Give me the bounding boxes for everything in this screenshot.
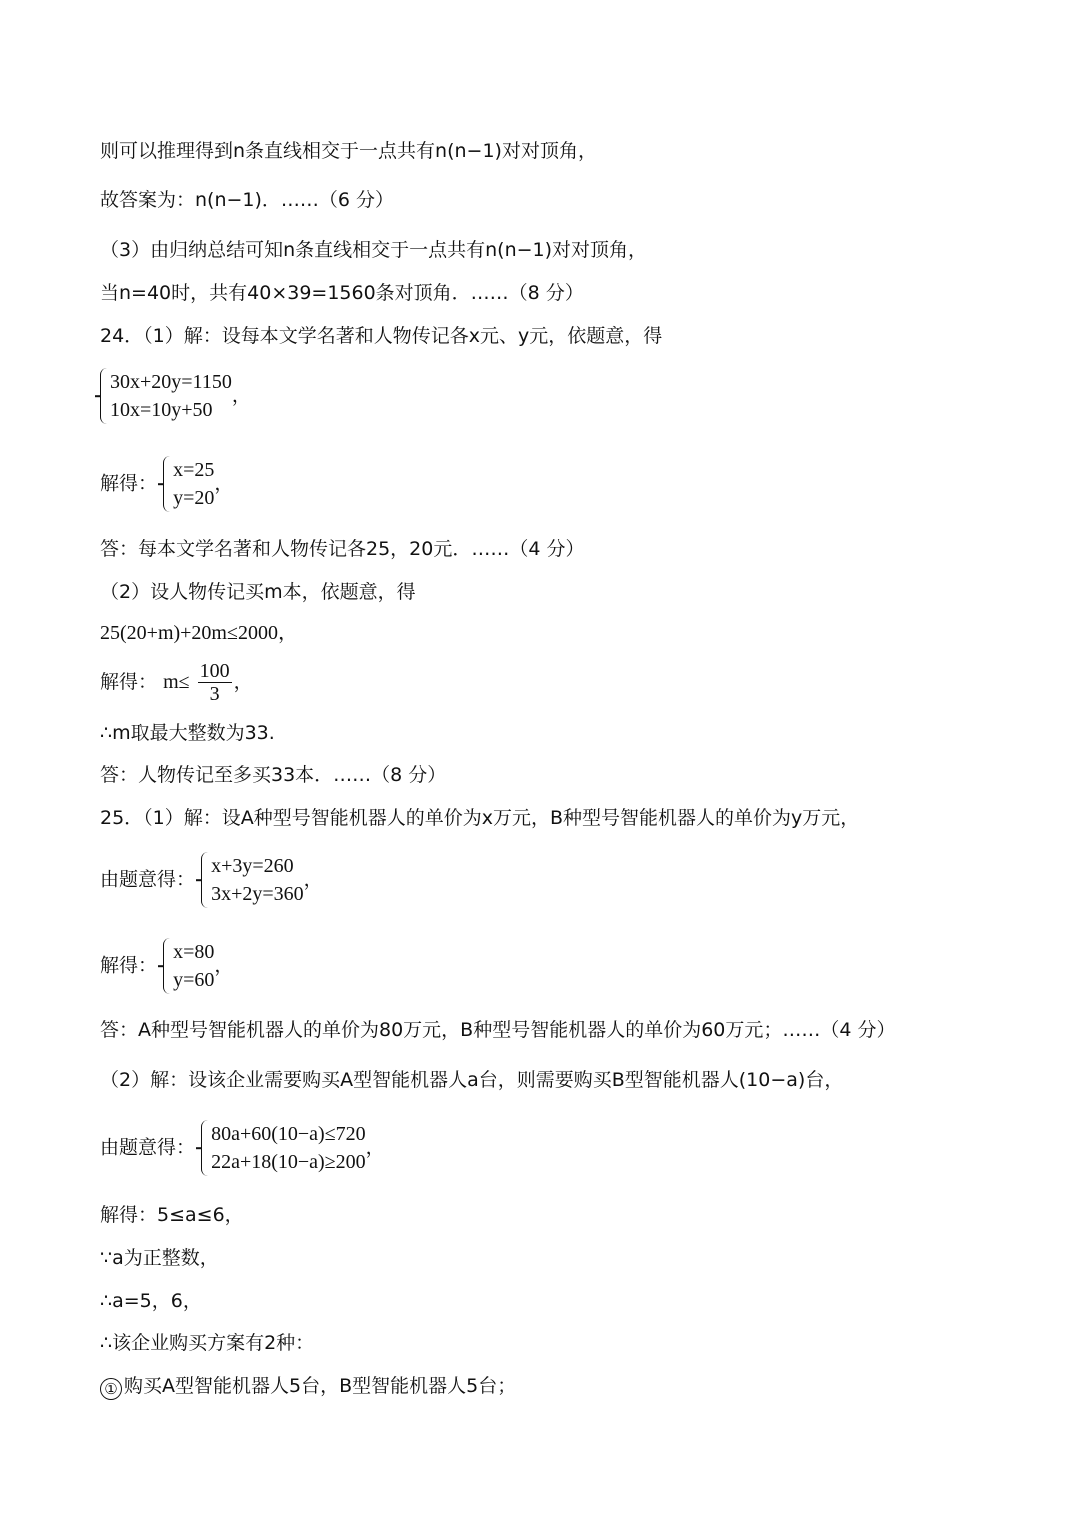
brace-icon [163,456,171,512]
comma: ， [233,671,253,693]
line-7: （2）设人物传记买m本，依题意，得 [100,581,416,603]
line-6: 答：每本文学名著和人物传记各25，20元．……（4 分） [100,538,585,560]
solve-label: 解得： [100,954,158,977]
solve-label: 解得： [100,671,158,693]
line-4: 当n=40时，共有40×39=1560条对顶角．……（8 分） [100,282,584,304]
line-12: 答：A种型号智能机器人的单价为80万元，B种型号智能机器人的单价为60万元；……（4 分） [100,1019,896,1041]
line-3: （3）由归纳总结可知n条直线相交于一点共有n(n−1)对对顶角， [100,239,648,261]
line-1: 则可以推理得到n条直线相交于一点共有n(n−1)对对顶角， [100,140,597,162]
from-problem-label: 由题意得： [100,868,196,891]
line-8: 25(20+m)+20m≤2000， [100,622,298,644]
comma: ， [214,472,234,495]
brace-icon [100,368,108,424]
comma: ， [231,384,251,407]
fraction-denominator: 3 [209,683,220,705]
line-18 [100,1373,516,1400]
circled-one-icon: ① [100,1378,122,1400]
line-14: 解得：5≤a≤6， [100,1204,244,1226]
line-10: 答：人物传记至多买33本．……（8 分） [100,764,447,786]
equation-row: y=20 [173,487,215,509]
solution-system-2 [100,938,233,994]
equation-row: x=25 [173,459,215,481]
solve-label: 解得： [100,472,158,495]
line-11: 25．（1）解：设A种型号智能机器人的单价为x万元，B种型号智能机器人的单价为y万元， [100,807,860,829]
equation-row: 30x+20y=1150 [110,371,232,393]
brace-icon [201,1120,209,1176]
comma: ， [214,954,234,977]
brace-icon [163,938,171,994]
equation-row: 80a+60(10−a)≤720 [211,1123,366,1145]
line-9: ∴m取最大整数为33. [100,722,275,744]
equation-row: 3x+2y=360 [211,883,304,905]
comma: ， [365,1136,385,1159]
fraction [198,660,232,705]
equation-row: 22a+18(10−a)≥200 [211,1151,366,1173]
equation-row: x+3y=260 [211,855,294,877]
inequality-system [100,1120,385,1176]
line-16: ∴a=5，6， [100,1290,202,1312]
line-5: 24．（1）解：设每本文学名著和人物传记各x元、y元，依题意，得 [100,325,663,347]
line-2: 故答案为：n(n−1)．……（6 分） [100,189,395,211]
equation-system-1 [100,368,251,424]
line-17: ∴该企业购买方案有2种： [100,1332,315,1354]
from-problem-label: 由题意得： [100,1136,196,1159]
line-15: ∵a为正整数， [100,1247,219,1269]
solution-system-1 [100,456,233,512]
comma: ， [303,868,323,891]
ineq-var: m≤ [163,671,190,693]
equation-system-2 [100,852,323,908]
brace-icon [201,852,209,908]
equation-row: y=60 [173,969,215,991]
line-13: （2）解：设该企业需要购买A型智能机器人a台，则需要购买B型智能机器人(10−a)台， [100,1069,844,1091]
equation-row: 10x=10y+50 [110,399,213,421]
inequality-result [100,660,253,705]
equation-row: x=80 [173,941,215,963]
fraction-numerator: 100 [199,660,230,682]
plan-1-text: 购买A型智能机器人5台，B型智能机器人5台； [124,1375,517,1397]
